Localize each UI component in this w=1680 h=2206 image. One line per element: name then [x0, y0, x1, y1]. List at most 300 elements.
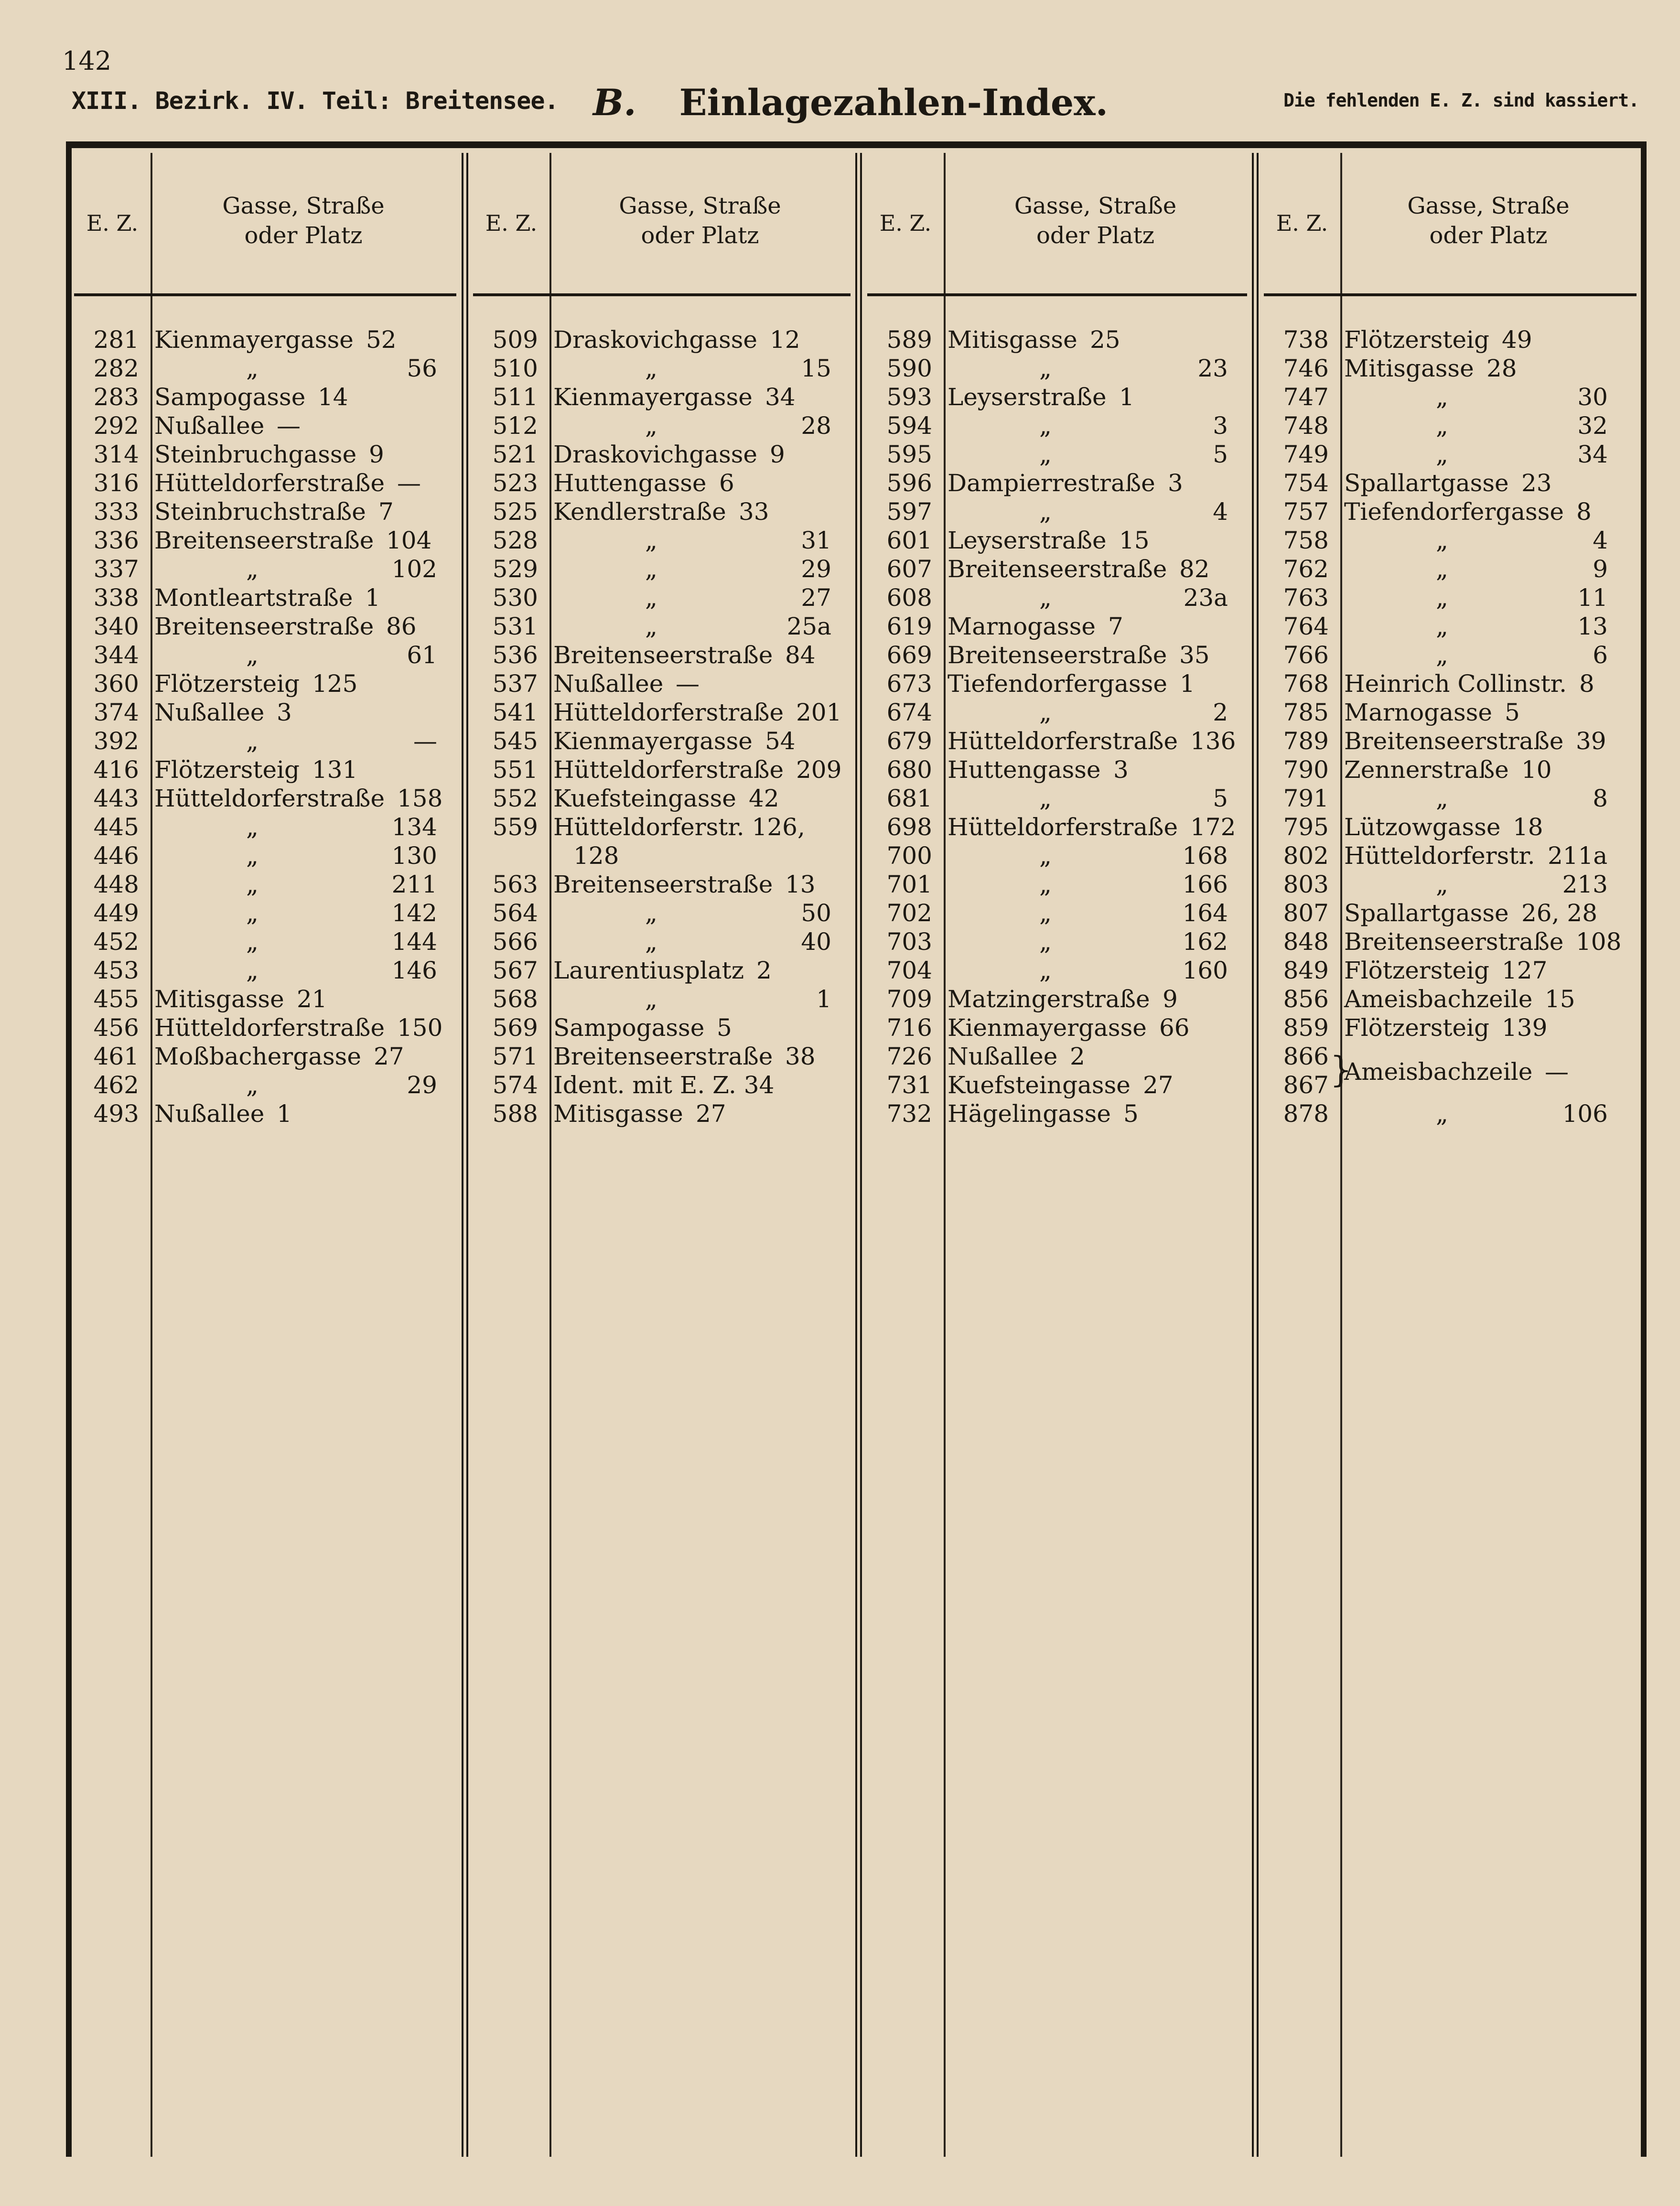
header-rule — [74, 293, 456, 296]
ez-number: 360 — [93, 670, 139, 698]
index-entry — [1264, 411, 1637, 440]
index-entry — [1264, 927, 1637, 956]
table-edge-right — [1641, 143, 1647, 2157]
street-name: Nußallee — [948, 1043, 1058, 1070]
house-number: 31 — [801, 527, 831, 554]
index-entry — [473, 870, 851, 899]
ditto-mark: „ — [1039, 785, 1052, 812]
index-entry — [473, 469, 851, 497]
ez-number: 867 — [1283, 1071, 1329, 1099]
index-entry — [1264, 899, 1637, 927]
ez-number: 512 — [492, 412, 538, 440]
ditto-mark: „ — [1039, 928, 1052, 956]
house-number: 131 — [312, 756, 358, 784]
street-name: Ameisbachzeile — [1344, 985, 1533, 1013]
column-header-street-line2: oder Platz — [1429, 222, 1548, 249]
index-entry — [867, 325, 1247, 354]
index-entry — [1264, 1099, 1637, 1128]
ez-number: 849 — [1283, 957, 1329, 984]
index-entry — [74, 526, 456, 555]
street-name: Huttengasse — [948, 756, 1101, 784]
street-name: Leyserstraße — [948, 527, 1107, 554]
index-entry — [867, 755, 1247, 784]
ditto-mark: „ — [1436, 527, 1448, 554]
street-name: Hägelingasse — [948, 1100, 1111, 1128]
street-name: Breitenseerstraße — [1344, 727, 1564, 755]
street-name: Breitenseerstraße — [154, 527, 374, 554]
house-number: 1 — [1119, 383, 1134, 411]
ez-number: 566 — [492, 928, 538, 956]
ez-number: 680 — [886, 756, 932, 784]
street-name: Kuefsteingasse — [948, 1071, 1131, 1099]
street-name: Breitenseerstraße — [154, 613, 374, 640]
index-entry — [1264, 870, 1637, 899]
ez-number: 738 — [1283, 326, 1329, 354]
ez-number: 589 — [886, 326, 932, 354]
house-number: 15 — [801, 355, 831, 382]
ez-number: 747 — [1283, 383, 1329, 411]
ez-number: 859 — [1283, 1014, 1329, 1042]
column-header-ez: E. Z. — [1276, 210, 1328, 236]
ez-number: 588 — [492, 1100, 538, 1128]
index-entry — [867, 956, 1247, 985]
ez-number: 593 — [886, 383, 932, 411]
house-number: 1 — [816, 985, 831, 1013]
ez-number: 462 — [93, 1071, 139, 1099]
ez-number: 316 — [93, 469, 139, 497]
header-rule — [1264, 293, 1637, 296]
house-number: 33 — [739, 498, 769, 526]
house-number: 164 — [1182, 899, 1228, 927]
index-entry — [473, 497, 851, 526]
ez-number: 461 — [93, 1043, 139, 1070]
house-number: 3 — [1113, 756, 1129, 784]
house-number: 29 — [407, 1071, 437, 1099]
street-name: Ident. mit E. Z. 34 — [553, 1071, 775, 1099]
house-number: — — [1545, 1058, 1569, 1086]
index-entry — [1264, 1013, 1637, 1042]
street-name: Breitenseerstraße — [553, 871, 773, 898]
ez-number: 283 — [93, 383, 139, 411]
house-number: 160 — [1182, 957, 1228, 984]
street-name: Draskovichgasse — [553, 326, 758, 354]
street-name: Mitisgasse — [553, 1100, 683, 1128]
index-entry — [867, 526, 1247, 555]
house-number: 102 — [391, 555, 437, 583]
index-entry — [74, 784, 456, 813]
house-number: 1 — [365, 584, 380, 612]
ez-number: 731 — [886, 1071, 932, 1099]
ez-number: 673 — [886, 670, 932, 698]
house-number: 7 — [1108, 613, 1123, 640]
house-number: 2 — [1213, 699, 1228, 726]
house-number: 130 — [391, 842, 437, 870]
column-header-street-line2: oder Platz — [1036, 222, 1155, 249]
ez-number: 596 — [886, 469, 932, 497]
index-entry — [473, 841, 851, 870]
index-entry — [473, 1013, 851, 1042]
house-number: 25 — [1090, 326, 1120, 354]
ez-number: 511 — [492, 383, 538, 411]
index-entry — [473, 583, 851, 612]
ditto-mark: „ — [1039, 699, 1052, 726]
house-number: 34 — [765, 383, 796, 411]
index-entry — [74, 985, 456, 1013]
house-number: 13 — [1577, 613, 1608, 640]
ditto-mark: „ — [246, 957, 258, 984]
ditto-mark: „ — [246, 871, 258, 898]
house-number: 127 — [1502, 957, 1548, 984]
ditto-mark: „ — [1436, 383, 1448, 411]
index-entry — [473, 641, 851, 669]
ez-number: 448 — [93, 871, 139, 898]
ez-number: 764 — [1283, 613, 1329, 640]
ditto-mark: „ — [645, 527, 657, 554]
ez-number: 595 — [886, 441, 932, 468]
street-name: Kienmayergasse — [948, 1014, 1147, 1042]
index-entry — [473, 669, 851, 698]
ditto-mark: „ — [1039, 957, 1052, 984]
ditto-mark: „ — [1039, 355, 1052, 382]
street-name: Leyserstraße — [948, 383, 1107, 411]
ditto-mark: „ — [1436, 555, 1448, 583]
index-entry — [867, 669, 1247, 698]
index-entry — [1264, 526, 1637, 555]
street-name: Flötzersteig — [1344, 957, 1490, 984]
ditto-mark: „ — [246, 842, 258, 870]
index-entry — [473, 383, 851, 411]
street-name: Hütteldorferstr. 126, — [553, 813, 805, 841]
ez-number: 704 — [886, 957, 932, 984]
house-number: 6 — [719, 469, 734, 497]
ez-number: 541 — [492, 699, 538, 726]
index-entry — [867, 641, 1247, 669]
house-number: 1 — [277, 1100, 292, 1128]
house-number: 56 — [407, 355, 437, 382]
index-entry — [473, 526, 851, 555]
house-number: 8 — [1579, 670, 1594, 698]
house-number: 26, 28 — [1521, 899, 1598, 927]
index-column-4 — [1264, 325, 1637, 1128]
ez-number: 785 — [1283, 699, 1329, 726]
house-number: 39 — [1576, 727, 1606, 755]
street-name: Flötzersteig — [1344, 326, 1490, 354]
street-name: Dampierrestraße — [948, 469, 1155, 497]
column-header-street — [151, 191, 456, 250]
house-number: 54 — [765, 727, 796, 755]
index-entry — [867, 813, 1247, 841]
house-number: 12 — [770, 326, 800, 354]
ez-number: 607 — [886, 555, 932, 583]
house-number: 106 — [1562, 1100, 1608, 1128]
index-entry — [473, 813, 851, 841]
index-entry — [473, 1071, 851, 1099]
street-name: Sampogasse — [154, 383, 306, 411]
index-entry — [867, 985, 1247, 1013]
index-column-1 — [74, 325, 456, 1128]
index-entry — [1264, 469, 1637, 497]
street-name: Sampogasse — [553, 1014, 705, 1042]
index-entry — [1264, 641, 1637, 669]
ditto-mark: „ — [1039, 498, 1052, 526]
house-number: 23 — [1197, 355, 1228, 382]
index-entry — [74, 1042, 456, 1071]
column-header-street — [549, 191, 851, 250]
house-number: 9 — [1593, 555, 1608, 583]
index-entry — [867, 899, 1247, 927]
index-entry — [74, 956, 456, 985]
index-entry — [473, 325, 851, 354]
street-name: Hütteldorferstraße — [948, 813, 1178, 841]
house-number: 4 — [1213, 498, 1228, 526]
index-entry — [473, 612, 851, 641]
index-entry — [1264, 755, 1637, 784]
ez-number: 748 — [1283, 412, 1329, 440]
house-number: 29 — [801, 555, 831, 583]
ez-number: 762 — [1283, 555, 1329, 583]
house-number: 150 — [397, 1014, 443, 1042]
index-entry — [74, 641, 456, 669]
ditto-mark: „ — [246, 928, 258, 956]
house-number: 21 — [297, 985, 327, 1013]
index-entry — [1264, 727, 1637, 755]
ez-number: 574 — [492, 1071, 538, 1099]
section-letter: B. — [592, 81, 636, 124]
index-entry — [74, 555, 456, 583]
index-entry — [74, 325, 456, 354]
house-number: 42 — [749, 785, 779, 812]
street-name: Marnogasse — [948, 613, 1096, 640]
house-number: 162 — [1182, 928, 1228, 956]
index-entry — [473, 440, 851, 469]
house-number: 32 — [1577, 412, 1608, 440]
ditto-mark: „ — [645, 584, 657, 612]
index-entry — [867, 1013, 1247, 1042]
house-number: 9 — [1163, 985, 1178, 1013]
ez-number: 571 — [492, 1043, 538, 1070]
ditto-mark: „ — [1436, 584, 1448, 612]
street-name: Flötzersteig — [1344, 1014, 1490, 1042]
street-name: Breitenseerstraße — [948, 641, 1167, 669]
ez-number: 791 — [1283, 785, 1329, 812]
index-entry — [867, 1071, 1247, 1099]
ez-number: 608 — [886, 584, 932, 612]
ez-number: 568 — [492, 985, 538, 1013]
index-entry — [473, 727, 851, 755]
ez-number: 340 — [93, 613, 139, 640]
house-number: 209 — [796, 756, 842, 784]
ditto-mark: „ — [645, 899, 657, 927]
column-header-ez: E. Z. — [879, 210, 932, 236]
ez-number: 292 — [93, 412, 139, 440]
ez-number: 679 — [886, 727, 932, 755]
house-number: 1 — [1180, 670, 1195, 698]
ez-number: 537 — [492, 670, 538, 698]
ditto-mark: „ — [1039, 842, 1052, 870]
column-header-ez: E. Z. — [86, 210, 139, 236]
ez-number: 601 — [886, 527, 932, 554]
ditto-mark: „ — [246, 355, 258, 382]
ez-number: 445 — [93, 813, 139, 841]
ez-number: 590 — [886, 355, 932, 382]
ez-number: 333 — [93, 498, 139, 526]
house-number: 34 — [1577, 441, 1608, 468]
house-number: 49 — [1502, 326, 1532, 354]
ez-number: 545 — [492, 727, 538, 755]
ez-number: 757 — [1283, 498, 1329, 526]
ditto-mark: „ — [246, 1071, 258, 1099]
ez-number: 446 — [93, 842, 139, 870]
ez-number: 452 — [93, 928, 139, 956]
street-name: Steinbruchstraße — [154, 498, 366, 526]
street-name: Spallartgasse — [1344, 899, 1509, 927]
street-name: Breitenseerstraße — [553, 1043, 773, 1070]
column-header-street-line1: Gasse, Straße — [222, 193, 385, 219]
house-number: — — [277, 412, 301, 440]
house-number: 50 — [801, 899, 831, 927]
street-name: Breitenseerstraße — [948, 555, 1167, 583]
street-name: Hütteldorferstr. — [1344, 842, 1535, 870]
index-entry — [74, 841, 456, 870]
street-name: Steinbruchgasse — [154, 441, 357, 468]
house-number: 201 — [796, 699, 842, 726]
street-name: Kienmayergasse — [154, 326, 354, 354]
house-number: 5 — [1213, 785, 1228, 812]
house-number: 5 — [1213, 441, 1228, 468]
ez-number: 338 — [93, 584, 139, 612]
street-name: Nußallee — [553, 670, 664, 698]
house-number: 28 — [1486, 355, 1517, 382]
ez-number: 700 — [886, 842, 932, 870]
street-name: Lützowgasse — [1344, 813, 1501, 841]
page-number: 142 — [62, 46, 112, 76]
ez-number: 803 — [1283, 871, 1329, 898]
index-entry — [74, 497, 456, 526]
ez-number: 523 — [492, 469, 538, 497]
index-entry — [74, 1013, 456, 1042]
house-number: 13 — [785, 871, 816, 898]
ditto-mark: „ — [1436, 1100, 1448, 1128]
index-entry — [473, 1099, 851, 1128]
street-name: Ameisbachzeile — [1344, 1058, 1533, 1086]
house-number: 2 — [756, 957, 772, 984]
street-name: Mitisgasse — [154, 985, 284, 1013]
house-number: 14 — [318, 383, 348, 411]
index-entry — [1264, 1071, 1637, 1099]
index-entry — [473, 698, 851, 727]
index-entry — [1264, 841, 1637, 870]
street-name: Hütteldorferstraße — [553, 699, 784, 726]
street-name: Moßbachergasse — [154, 1043, 361, 1070]
index-entry — [867, 1042, 1247, 1071]
house-number: 25a — [786, 613, 831, 640]
house-number: 23 — [1521, 469, 1552, 497]
ditto-mark: „ — [246, 727, 258, 755]
index-entry — [74, 899, 456, 927]
index-entry — [1264, 612, 1637, 641]
street-name: Marnogasse — [1344, 699, 1492, 726]
ez-number: 594 — [886, 412, 932, 440]
index-entry — [1264, 784, 1637, 813]
title-text: Einlagezahlen-Index. — [679, 81, 1109, 124]
ditto-mark: „ — [1039, 441, 1052, 468]
street-name: Tiefendorfergasse — [948, 670, 1167, 698]
street-name: Kuefsteingasse — [553, 785, 736, 812]
house-number: 11 — [1577, 584, 1608, 612]
index-entry — [74, 927, 456, 956]
house-number: 8 — [1576, 498, 1592, 526]
ez-number: 681 — [886, 785, 932, 812]
grouping-brace: } — [1330, 1049, 1353, 1090]
street-name: Heinrich Collinstr. — [1344, 670, 1567, 698]
house-number: 7 — [378, 498, 394, 526]
ez-number: 528 — [492, 527, 538, 554]
index-column-2 — [473, 325, 851, 1128]
column-header-street-line1: Gasse, Straße — [1014, 193, 1177, 219]
index-entry — [473, 927, 851, 956]
index-entry — [74, 383, 456, 411]
street-name: Zennerstraße — [1344, 756, 1509, 784]
ez-number: 807 — [1283, 899, 1329, 927]
house-number: 139 — [1502, 1014, 1548, 1042]
header-rule — [473, 293, 851, 296]
index-entry — [473, 755, 851, 784]
house-number: 211a — [1548, 842, 1608, 870]
ez-number: 749 — [1283, 441, 1329, 468]
ditto-mark: „ — [645, 613, 657, 640]
ez-number: 455 — [93, 985, 139, 1013]
ditto-mark: „ — [1436, 871, 1448, 898]
ez-number: 701 — [886, 871, 932, 898]
ez-number: 336 — [93, 527, 139, 554]
ez-number: 669 — [886, 641, 932, 669]
ez-number: 453 — [93, 957, 139, 984]
ez-number: 551 — [492, 756, 538, 784]
index-entry — [1264, 383, 1637, 411]
street-name: Nußallee — [154, 412, 265, 440]
index-entry — [867, 555, 1247, 583]
ez-number: 856 — [1283, 985, 1329, 1013]
street-name: Hütteldorferstraße — [553, 756, 784, 784]
column-header-street-line2: oder Platz — [641, 222, 759, 249]
street-name: Nußallee — [154, 699, 265, 726]
index-entry — [473, 354, 851, 383]
house-number: 23a — [1183, 584, 1228, 612]
ez-number: 344 — [93, 641, 139, 669]
house-number: 5 — [1123, 1100, 1139, 1128]
ez-number: 702 — [886, 899, 932, 927]
ez-number: 789 — [1283, 727, 1329, 755]
missing-entries-note: Die fehlenden E. Z. sind kassiert. — [1283, 90, 1639, 111]
ez-number: 552 — [492, 785, 538, 812]
index-entry — [1264, 555, 1637, 583]
index-entry — [74, 469, 456, 497]
index-entry — [1264, 325, 1637, 354]
house-number: 158 — [397, 785, 443, 812]
street-name: Kendlerstraße — [553, 498, 726, 526]
ez-number: 525 — [492, 498, 538, 526]
index-entry — [473, 784, 851, 813]
ez-number: 619 — [886, 613, 932, 640]
index-entry — [74, 1071, 456, 1099]
ez-number: 848 — [1283, 928, 1329, 956]
ez-number: 569 — [492, 1014, 538, 1042]
ez-number: 416 — [93, 756, 139, 784]
index-entry — [1264, 985, 1637, 1013]
column-header-street — [944, 191, 1247, 250]
house-number: 166 — [1182, 871, 1228, 898]
ez-number: 521 — [492, 441, 538, 468]
